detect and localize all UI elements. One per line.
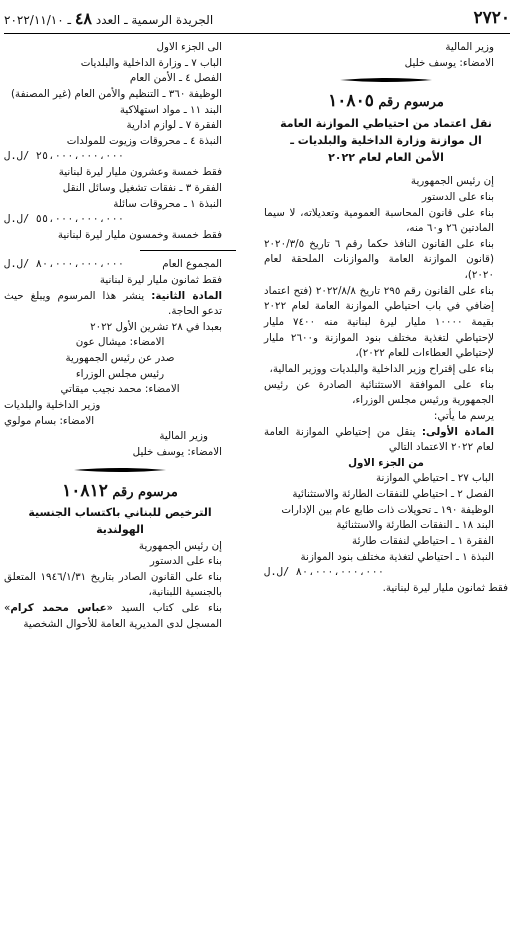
budget-item: البند ١٨ ـ النفقات الطارئة والاستثنائية bbox=[336, 519, 494, 532]
left-column bbox=[4, 40, 236, 632]
article-label: المادة الأولى: bbox=[421, 425, 494, 438]
amount-value: ٨٠،٠٠٠،٠٠٠،٠٠٠ /ل.ل bbox=[264, 566, 385, 579]
budget-item: الفصل ٢ ـ احتياطي للنفقات الطارئة والاستثنائية bbox=[292, 488, 494, 501]
budget-item: النبذة ٤ ـ محروقات وزيوت للمولدات bbox=[66, 134, 222, 147]
signature-line: الامضاء: يوسف خليل bbox=[132, 445, 222, 458]
total-row bbox=[4, 257, 236, 273]
decree-number: ١٠٨١٢ bbox=[62, 480, 108, 501]
decree-title bbox=[264, 89, 508, 115]
article-label: المادة الثانية: bbox=[151, 289, 222, 302]
budget-item: الباب ٧ ـ وزارة الداخلية والبلديات bbox=[80, 56, 222, 69]
body-paragraph: بناء على القانون النافذ حكما رقم ٦ تاريخ ٢٠٢٠/٣/٥ (قانون الموازنة العامة والموازنات الملحقة لعام ٢٠٢٠)، bbox=[264, 237, 494, 282]
gazette-info bbox=[4, 9, 213, 28]
page-header bbox=[4, 6, 510, 30]
budget-item: الباب ٢٧ ـ احتياطي الموازنة bbox=[376, 472, 494, 485]
decree-subject-line: الأمن العام لعام ٢٠٢٢ bbox=[328, 151, 444, 165]
decree-divider bbox=[340, 77, 432, 83]
signature-title: وزير المالية bbox=[445, 41, 494, 53]
budget-item: البند ١١ ـ مواد استهلاكية bbox=[119, 103, 222, 116]
body-paragraph: إن رئيس الجمهورية bbox=[138, 539, 222, 552]
decree-number: ١٠٨٠٥ bbox=[328, 91, 374, 112]
body-text: بناء على كتاب السيد « bbox=[106, 602, 222, 615]
decree-subject-line: ال موازنة وزارة الداخلية والبلديات ـ bbox=[290, 134, 482, 148]
signature-line: وزير المالية bbox=[159, 430, 208, 443]
body-paragraph: بناء على الدستور bbox=[149, 555, 222, 568]
budget-item: النبذة ١ ـ احتياطي لتغذية مختلف بنود الموازنة bbox=[300, 550, 494, 563]
signature-line: الامضاء: محمد نجيب ميقاتي bbox=[60, 383, 180, 396]
part-heading: من الجزء الاول bbox=[348, 456, 424, 469]
budget-item: الفقرة ٣ ـ نفقات تشغيل وسائل النقل bbox=[62, 182, 222, 195]
total-label: المجموع العام bbox=[162, 257, 222, 270]
header-rule bbox=[4, 33, 510, 34]
decree-subject-line: نقل اعتماد من احتياطي الموازنة العامة bbox=[280, 117, 492, 131]
person-name: عباس محمد كرام bbox=[10, 602, 107, 615]
signature-line: رئيس مجلس الوزراء bbox=[75, 367, 165, 380]
amount-value: ٥٥،٠٠٠،٠٠٠،٠٠٠ /ل.ل bbox=[4, 213, 125, 226]
article-two bbox=[4, 289, 236, 320]
body-text: » المسجل لدى المديرية العامة للأحوال الشخصية bbox=[4, 602, 222, 630]
signature-name: الامضاء: يوسف خليل bbox=[404, 56, 494, 69]
body-paragraph: إن رئيس الجمهورية bbox=[410, 175, 494, 188]
decree-title-prefix: مرسوم رقم bbox=[112, 484, 178, 500]
right-column bbox=[264, 40, 508, 597]
amount-value: ٢٥،٠٠٠،٠٠٠،٠٠٠ /ل.ل bbox=[4, 150, 125, 163]
total-amount: ٨٠،٠٠٠،٠٠٠،٠٠٠ /ل.ل bbox=[4, 257, 125, 270]
budget-item: الوظيفة ٣٦٠ ـ التنظيم والأمن العام (غير المصنفة) bbox=[11, 87, 222, 100]
signature-line: الامضاء: ميشال عون bbox=[75, 336, 165, 349]
body-paragraph: بناء على إقتراح وزير الداخلية والبلديات ووزير المالية، bbox=[269, 362, 494, 375]
body-paragraph: يرسم ما يأتي: bbox=[433, 409, 494, 422]
body-paragraph: بناء على الدستور bbox=[421, 190, 494, 203]
budget-item: الفقرة ١ ـ احتياطي لنفقات طارئة bbox=[352, 534, 494, 547]
article-one bbox=[264, 425, 508, 456]
decree-subject: الترخيص للبناني باكتساب الجنسية الهولندية bbox=[28, 506, 212, 537]
total-words: فقط ثمانون مليار ليرة لبنانية bbox=[99, 273, 222, 286]
signature-line: الامضاء: بسام مولوي bbox=[4, 414, 95, 427]
issue-date: ـ ٢٠٢٢/١١/١٠ bbox=[4, 12, 71, 27]
article-text: ينشر هذا المرسوم ويبلغ حيث تدعو الحاجة. bbox=[4, 289, 222, 318]
body-paragraph: بناء على القانون الصادر بتاريخ ١٩٤٦/١/٣١ المتعلق بالجنسية اللبنانية، bbox=[4, 570, 223, 599]
body-paragraph: بناء على قانون المحاسبة العمومية وتعديلاته، لا سيما المادتين ٢٦ و٦٠ منه، bbox=[264, 206, 494, 235]
sign-place-date: بعبدا في ٢٨ تشرين الأول ٢٠٢٢ bbox=[90, 320, 222, 333]
body-paragraph bbox=[4, 601, 236, 632]
decree-title-prefix: مرسوم رقم bbox=[378, 95, 444, 111]
budget-item: الفصل ٤ ـ الأمن العام bbox=[129, 72, 222, 85]
decree-title bbox=[4, 479, 236, 505]
amount-words: فقط خمسة وعشرون مليار ليرة لبنانية bbox=[58, 166, 222, 179]
decree-divider bbox=[74, 467, 166, 473]
total-separator bbox=[140, 250, 236, 251]
budget-item: الوظيفة ١٩٠ ـ تحويلات ذات طابع عام بين الإدارات bbox=[281, 503, 494, 516]
article-text: ينقل من إحتياطي الموازنة العامة لعام ٢٠٢٢ الاعتماد التالي bbox=[264, 425, 494, 454]
page-number: ٢٧٢٠ bbox=[473, 8, 510, 28]
part-heading: الى الجزء الاول bbox=[156, 41, 222, 53]
gazette-title: الجريدة الرسمية ـ العدد bbox=[95, 12, 214, 27]
body-paragraph: بناء على الموافقة الاستثنائية الصادرة عن رئيس الجمهورية ورئيس مجلس الوزراء، bbox=[264, 378, 494, 407]
issue-number: ٤٨ bbox=[74, 8, 93, 28]
amount-words: فقط ثمانون مليار ليرة لبنانية. bbox=[382, 582, 508, 595]
amount-words: فقط خمسة وخمسون مليار ليرة لبنانية bbox=[57, 229, 222, 242]
body-paragraph: بناء على القانون رقم ٢٩٥ تاريخ ٢٠٢٢/٨/٨ (فتح اعتماد إضافي في باب احتياطي الموازنة العامة لعام ٢٠٢٢ بقيمة ١٠٠٠٠ مليار ليرة لبنانية منه ٧٤٠٠ مليار لإحتياطي لتغذية مختلف بنود الموازنة و٢٦٠٠ مليار لإحتياطي العطاءات للعام ٢٠٢٢)، bbox=[264, 284, 495, 360]
signature-line: وزير الداخلية والبلديات bbox=[4, 399, 101, 412]
budget-item: الفقرة ٧ ـ لوازم ادارية bbox=[126, 119, 222, 132]
budget-item: النبذة ١ ـ محروقات سائلة bbox=[113, 197, 222, 210]
signature-line: صدر عن رئيس الجمهورية bbox=[65, 352, 175, 365]
